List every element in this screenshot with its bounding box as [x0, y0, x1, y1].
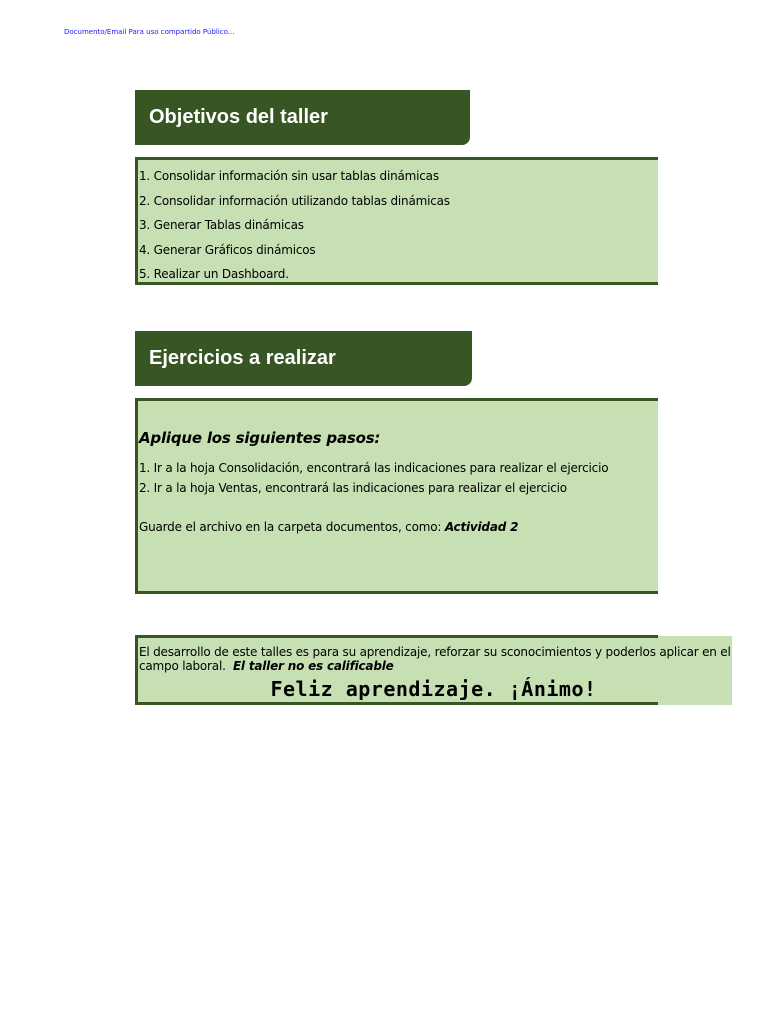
objectives-list: [138, 160, 658, 287]
objective-item: 3. Generar Tablas dinámicas: [139, 218, 304, 232]
exercise-step: 1. Ir a la hoja Consolidación, encontrará las indicaciones para realizar el ejercicio: [139, 461, 609, 475]
closing-box: [135, 636, 732, 705]
closing-line-2: campo laboral.: [139, 659, 226, 673]
objectives-box: [135, 157, 658, 285]
closing-border-left: [135, 635, 138, 705]
save-instruction-text: Guarde el archivo en la carpeta documentos, como:: [139, 520, 445, 534]
objective-item: 2. Consolidar información utilizando tablas dinámicas: [139, 193, 450, 208]
objectives-header-label: Objetivos del taller: [149, 106, 328, 128]
save-instruction: [139, 520, 518, 534]
closing-border-bottom: [135, 702, 658, 705]
exercises-header-label: Ejercicios a realizar: [149, 347, 336, 369]
exercises-box: [135, 398, 658, 594]
closing-note: El taller no es calificable: [232, 659, 394, 673]
cheer-message: Feliz aprendizaje. ¡Ánimo!: [270, 677, 597, 701]
objective-item: 4. Generar Gráficos dinámicos: [139, 242, 316, 257]
closing-text: [139, 645, 731, 673]
closing-border-top: [135, 635, 658, 638]
objective-item: 5. Realizar un Dashboard.: [139, 267, 289, 281]
objective-item: 1. Consolidar información sin usar tablas dinámicas: [139, 169, 439, 183]
exercises-title: Aplique los siguientes pasos:: [139, 429, 381, 447]
objectives-header: [137, 90, 470, 145]
classification-label: Documento/Email Para uso compartido Público...: [64, 28, 235, 36]
exercise-step: 2. Ir a la hoja Ventas, encontrará las indicaciones para realizar el ejercicio: [139, 481, 567, 495]
closing-line-1: El desarrollo de este talles es para su aprendizaje, reforzar su sconocimientos y poderlos aplicar en el: [139, 645, 731, 659]
save-file-name: Actividad 2: [444, 520, 519, 534]
exercises-header: [137, 331, 472, 386]
